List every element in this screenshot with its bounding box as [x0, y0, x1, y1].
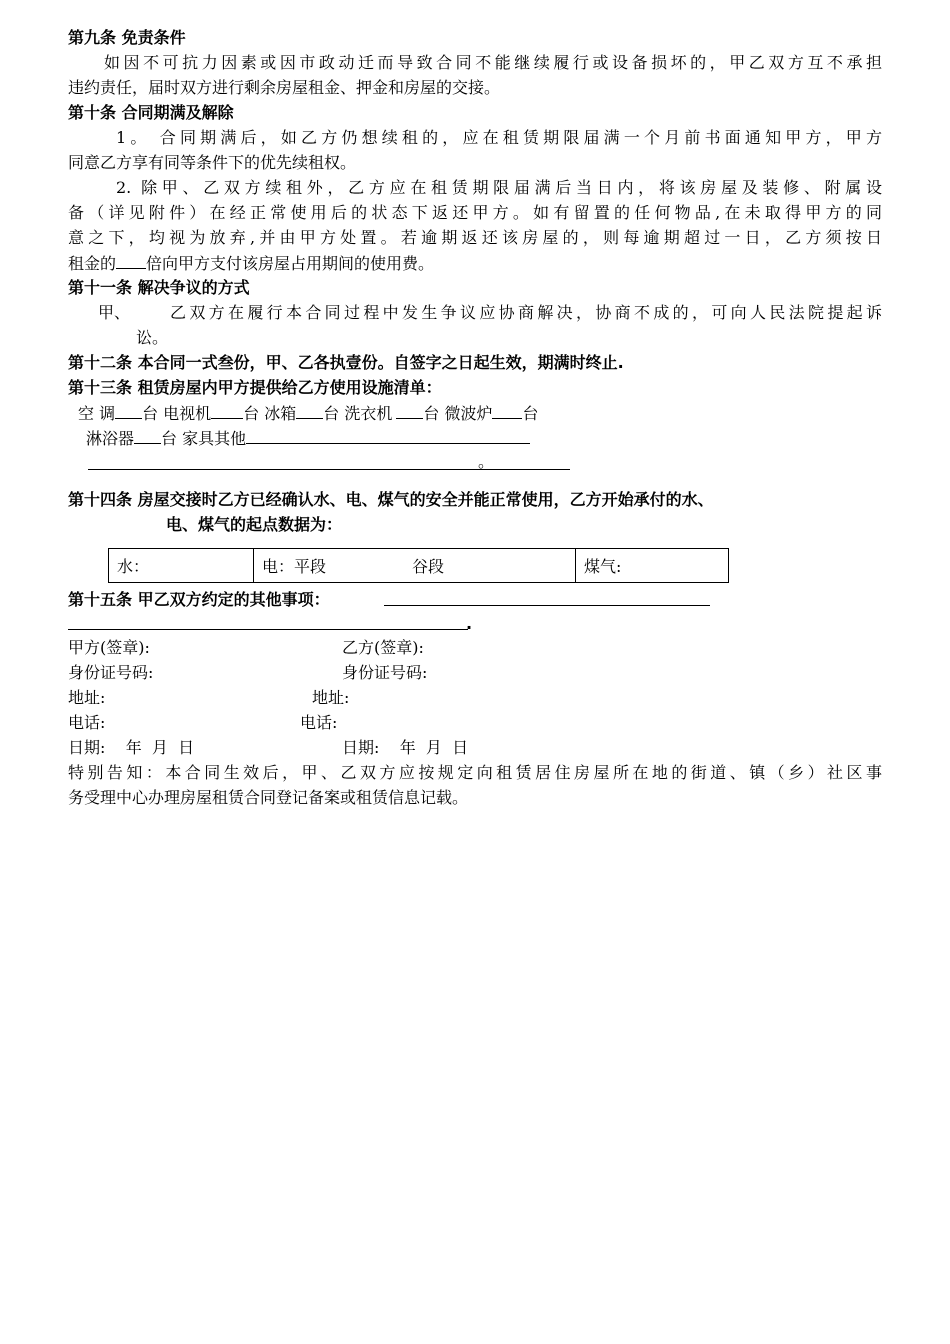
fridge-count-blank[interactable]: [296, 403, 323, 419]
party-b-phone-label: 电话:: [300, 713, 338, 732]
shower-label: 淋浴器: [86, 429, 135, 448]
article-9-title: 第九条 免责条件: [68, 28, 186, 47]
microwave-count-blank[interactable]: [492, 403, 522, 419]
article-10-p2-line-1: 2. 除甲、乙双方续租外，乙方应在租赁期限届满后当日内，将该房屋及装修、附属设: [116, 178, 882, 197]
facility-list-line-2: [86, 428, 530, 448]
gas-reading-cell[interactable]: [576, 549, 729, 583]
shower-count-blank[interactable]: [134, 428, 161, 444]
washer-count-blank[interactable]: [396, 403, 423, 419]
party-a-id-label: 身份证号码:: [68, 663, 154, 682]
special-notice-line-1: 特别告知：本合同生效后，甲、乙双方应按规定向租赁居住房屋所在地的街道、镇（乡）社区事: [68, 763, 882, 782]
microwave-label: 台 微波炉: [423, 404, 493, 423]
other-matters-period: .: [466, 614, 473, 633]
electricity-reading-cell[interactable]: [254, 549, 576, 583]
other-matters-blank-line-2[interactable]: [68, 629, 468, 630]
party-a-date-label: 日期: 年 月 日: [68, 738, 195, 757]
article-10-p1-line-2: 同意乙方享有同等条件下的优先续租权。: [68, 153, 357, 172]
other-furniture-label: 台 家具其他: [161, 429, 247, 448]
electricity-flat-label: 电：平段: [262, 557, 327, 576]
article-13-title: 第十三条 租赁房屋内甲方提供给乙方使用设施清单：: [68, 378, 442, 397]
article-14-line-2: 电、煤气的起点数据为：: [166, 515, 343, 534]
gas-label: 煤气:: [584, 557, 622, 576]
party-a-address-label: 地址:: [68, 688, 106, 707]
electricity-valley-label: 谷段: [412, 557, 445, 576]
other-furniture-blank[interactable]: [246, 428, 530, 444]
rent-multiplier-suffix: 倍向甲方支付该房屋占用期间的使用费。: [146, 254, 435, 273]
fridge-label: 台 冰箱: [243, 404, 297, 423]
facility-list-line-1: [78, 403, 538, 423]
article-9-text-line-1: 如因不可抗力因素或因市政动迁而导致合同不能继续履行或设备损坏的，甲乙双方互不承担: [104, 53, 882, 72]
article-11-text-line-1a: 甲、: [98, 303, 131, 322]
party-b-date-label: 日期: 年 月 日: [342, 738, 469, 757]
water-reading-cell[interactable]: [109, 549, 254, 583]
rent-multiplier-prefix: 租金的: [68, 254, 117, 273]
microwave-unit: 台: [522, 404, 539, 423]
tv-label: 台 电视机: [142, 404, 212, 423]
other-furniture-blank-line-2[interactable]: [88, 469, 570, 470]
other-matters-blank-line-1[interactable]: [384, 605, 710, 606]
article-10-title: 第十条 合同期满及解除: [68, 103, 234, 122]
party-b-seal-label: 乙方(签章):: [342, 638, 424, 657]
article-11-text-line-1b: 乙双方在履行本合同过程中发生争议应协商解决，协商不成的，可向人民法院提起诉: [170, 303, 882, 322]
party-a-phone-label: 电话:: [68, 713, 106, 732]
party-b-id-label: 身份证号码:: [342, 663, 428, 682]
ac-label: 空 调: [78, 404, 116, 423]
article-14-line-1: 第十四条 房屋交接时乙方已经确认水、电、煤气的安全并能正常使用，乙方开始承付的水、: [68, 490, 714, 509]
ac-count-blank[interactable]: [115, 403, 142, 419]
article-10-p2-line-4: [68, 253, 434, 273]
article-10-p2-line-2: 备（详见附件）在经正常使用后的状态下返还甲方。如有留置的任何物品,在未取得甲方的同: [68, 203, 882, 222]
article-10-p1-line-1: 1。 合同期满后，如乙方仍想续租的，应在租赁期限届满一个月前书面通知甲方，甲方: [116, 128, 882, 147]
meter-reading-table: [108, 548, 729, 583]
article-10-p2-line-3: 意之下，均视为放弃,并由甲方处置。若逾期返还该房屋的，则每逾期超过一日，乙方须按日: [68, 228, 882, 247]
facility-list-period: 。: [478, 452, 495, 471]
article-11-text-line-2: 讼。: [136, 328, 169, 347]
party-b-address-label: 地址:: [312, 688, 350, 707]
article-12-text: 第十二条 本合同一式叁份，甲、乙各执壹份。自签字之日起生效，期满时终止.: [68, 353, 624, 372]
rent-multiplier-blank[interactable]: [116, 253, 146, 269]
party-a-seal-label: 甲方(签章):: [68, 638, 150, 657]
tv-count-blank[interactable]: [211, 403, 243, 419]
article-9-text-line-2: 违约责任，届时双方进行剩余房屋租金、押金和房屋的交接。: [68, 78, 501, 97]
washer-label: 台 洗衣机: [323, 404, 393, 423]
article-11-title: 第十一条 解决争议的方式: [68, 278, 250, 297]
article-15-title: 第十五条 甲乙双方约定的其他事项：: [68, 590, 330, 609]
water-label: 水：: [117, 557, 150, 576]
special-notice-line-2: 务受理中心办理房屋租赁合同登记备案或租赁信息记载。: [68, 788, 469, 807]
